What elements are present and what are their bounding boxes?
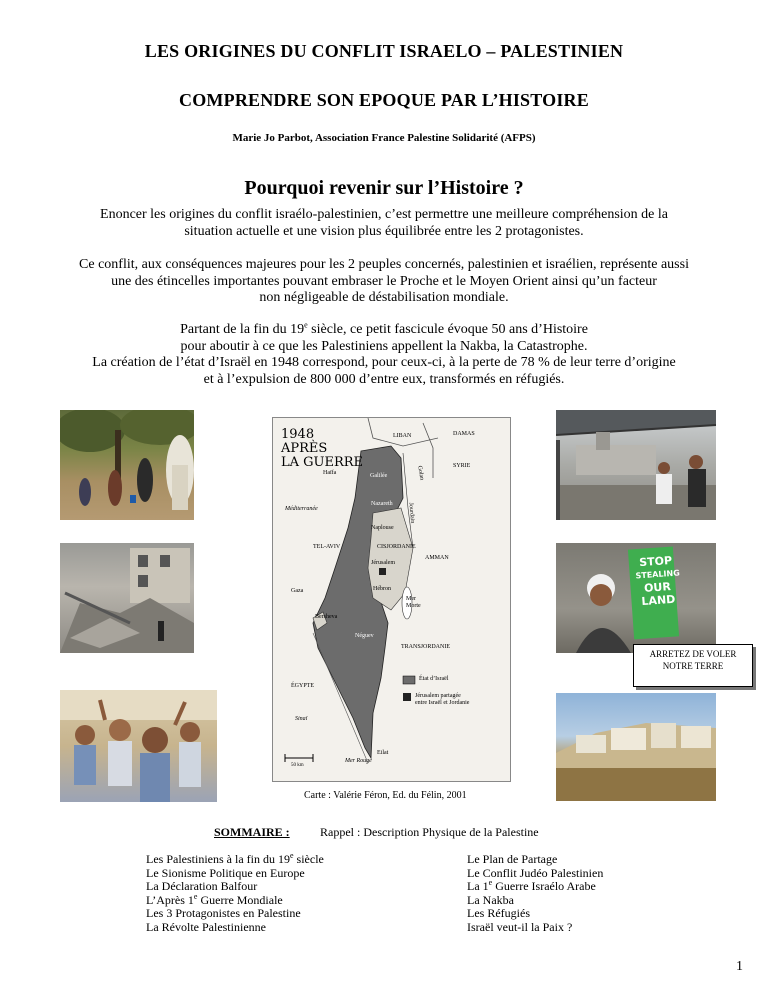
protest-sign	[634, 554, 680, 609]
map-label: Néguev	[355, 633, 374, 639]
page-number: 1	[736, 959, 743, 974]
sommaire-list-right	[467, 853, 603, 934]
text-line: situation actuelle et une vision plus équilibrée entre les 2 protagonistes.	[184, 223, 584, 239]
map-label: Galilée	[370, 473, 388, 479]
text-line: non négligeable de déstabilisation mondiale.	[259, 290, 509, 305]
map-label: Mer Rouge	[345, 758, 372, 764]
map-label: Naplouse	[371, 525, 394, 531]
photo-children	[60, 690, 217, 802]
sommaire-item	[467, 907, 603, 921]
sommaire-item-text: Les 3 Protagonistes en Palestine	[146, 906, 301, 920]
photo-checkpoint	[556, 410, 716, 520]
legend-label: État d’Israël	[419, 676, 449, 682]
map-title-line: LA GUERRE	[281, 455, 364, 470]
sommaire-item	[467, 867, 603, 881]
map-label-line: Mer	[406, 596, 416, 602]
text-line	[0, 322, 768, 339]
text-line: une des étincelles importantes pouvant embraser le Proche et le Moyen Orient ainsi qu’un facteur	[111, 273, 657, 289]
map-label: CISJORDANIE	[377, 544, 416, 550]
photo-destroyed-building	[60, 543, 194, 653]
sign-text: OUR	[643, 580, 672, 595]
photo-olive-grove	[60, 410, 194, 520]
caption-line: NOTRE TERRE	[662, 661, 724, 671]
map-label: Jérusalem	[371, 560, 395, 566]
sommaire-rappel: Rappel : Description Physique de la Palestine	[320, 825, 539, 839]
author-line: Marie Jo Parbot, Association France Palestine Solidarité (AFPS)	[232, 132, 536, 144]
border-line	[368, 418, 438, 446]
legend-swatch-israel	[403, 676, 415, 684]
map-label: Eilat	[377, 750, 389, 756]
sommaire-item-text: La Déclaration Balfour	[146, 879, 258, 893]
sommaire-item-text: Les Palestiniens à la fin du 19	[146, 852, 290, 866]
text-line: Enoncer les origines du conflit israélo-palestinien, c’est permettre une meilleure compréhension de la	[100, 207, 668, 222]
sommaire-item	[467, 853, 603, 867]
text-fragment: siècle, ce petit fascicule évoque 50 ans d’Histoire	[307, 322, 588, 337]
text-line: La création de l’état d’Israël en 1948 correspond, pour ceux-ci, à la perte de 78 % de leur terre d’origine	[92, 355, 676, 370]
intro-paragraph-3	[0, 322, 768, 388]
map-drawing	[273, 418, 510, 781]
map-label-line: Morte	[406, 603, 421, 609]
intro-paragraph-1	[0, 207, 768, 240]
legend-line: Jérusalem partagée	[415, 693, 461, 699]
sommaire-item	[467, 894, 603, 908]
text-line: pour aboutir à ce que les Palestiniens appellent la Nakba, la Catastrophe.	[180, 338, 588, 354]
sommaire-item	[146, 867, 324, 881]
sommaire-item	[146, 891, 324, 908]
caption-line: ARRETEZ DE VOLER	[649, 649, 737, 659]
map-label: 50 km	[291, 763, 304, 768]
sommaire-item-text: Le Plan de Partage	[467, 852, 558, 866]
map-title-line: APRÈS	[281, 441, 328, 456]
legend-label	[415, 693, 469, 707]
map-label: Hébron	[373, 586, 391, 592]
sommaire-item-text: Le Sionisme Politique en Europe	[146, 865, 305, 880]
map-label: Bersheva	[315, 614, 338, 620]
map-label: TRANSJORDANIE	[401, 644, 451, 650]
photo-protester	[556, 543, 716, 653]
photo-children-image	[60, 690, 217, 802]
map-title-line: 1948	[281, 427, 315, 442]
superscript: e	[488, 878, 493, 887]
sommaire-item	[146, 853, 324, 867]
text-line: Ce conflit, aux conséquences majeures pour les 2 peuples concernés, palestinien et israélien, représente aussi	[79, 257, 689, 272]
sommaire-item-text: L’Après 1	[146, 892, 194, 907]
sommaire-list-left	[146, 853, 324, 934]
map-label: AMMAN	[425, 555, 449, 561]
sommaire-item-text: La 1	[467, 879, 489, 893]
photo-checkpoint-image	[556, 410, 716, 520]
sign-text: STOP	[638, 553, 673, 570]
sommaire-item-text: La Révolte Palestinienne	[146, 919, 266, 934]
jerusalem-marker	[379, 568, 386, 575]
intro-paragraph-2	[0, 257, 768, 307]
sommaire-item	[146, 880, 324, 894]
map-label: Méditerranée	[285, 506, 318, 512]
map-title	[281, 428, 363, 470]
text-fragment: Partant de la fin du 19	[180, 322, 305, 337]
legend-line: entre Israël et Jordanie	[415, 700, 470, 706]
map-label: Jourdain	[407, 502, 416, 524]
map-label: Golan	[416, 465, 425, 481]
sommaire-item	[146, 907, 324, 921]
map-label: DAMAS	[453, 431, 475, 437]
photo-settlement-image	[556, 693, 716, 801]
superscript: e	[193, 891, 198, 901]
sign-text: LAND	[641, 592, 676, 609]
photo-destroyed-building-image	[60, 543, 194, 653]
caption-box	[633, 644, 753, 687]
section-heading: Pourquoi revenir sur l’Histoire ?	[244, 177, 524, 199]
map-label: Haïfa	[323, 470, 337, 476]
sommaire-label: SOMMAIRE :	[214, 825, 290, 839]
map-label: TEL-AVIV	[313, 544, 341, 550]
map-label: LIBAN	[393, 433, 412, 439]
border-line	[423, 423, 433, 478]
sommaire-item	[146, 921, 324, 935]
sign-text: STEALING	[635, 568, 681, 581]
photo-settlement	[556, 693, 716, 801]
superscript: e	[304, 320, 308, 330]
map-label: Nazareth	[371, 501, 393, 507]
sommaire-item-text: La Nakba	[467, 892, 514, 907]
text-line: et à l’expulsion de 800 000 d’entre eux, transformés en réfugiés.	[203, 371, 565, 387]
map-label	[406, 596, 421, 610]
legend-swatch-jerusalem	[403, 693, 411, 701]
sommaire-item-text: siècle	[293, 852, 324, 866]
document-subtitle: COMPRENDRE SON EPOQUE PAR L’HISTOIRE	[179, 90, 589, 110]
sommaire-item-text: Le Conflit Judéo Palestinien	[467, 865, 604, 880]
sommaire-item-text: Israël veut-il la Paix ?	[467, 919, 573, 934]
map-label: SYRIE	[453, 463, 471, 469]
map-label: Gaza	[291, 588, 304, 594]
map-1948	[272, 417, 511, 782]
superscript: e	[289, 851, 294, 860]
sommaire-item-text: Guerre Mondiale	[197, 892, 283, 907]
sommaire-item-text: Les Réfugiés	[467, 906, 530, 920]
map-label: Sinaï	[295, 716, 308, 722]
photo-olive-grove-image	[60, 410, 194, 520]
map-label: ÉGYPTE	[291, 683, 314, 689]
map-caption: Carte : Valérie Féron, Ed. du Félin, 2001	[304, 790, 467, 801]
sommaire-item	[467, 921, 603, 935]
document-title: LES ORIGINES DU CONFLIT ISRAELO – PALESTINIEN	[144, 41, 624, 61]
sommaire-item-text: Guerre Israélo Arabe	[492, 879, 596, 893]
sommaire-item	[467, 880, 603, 894]
